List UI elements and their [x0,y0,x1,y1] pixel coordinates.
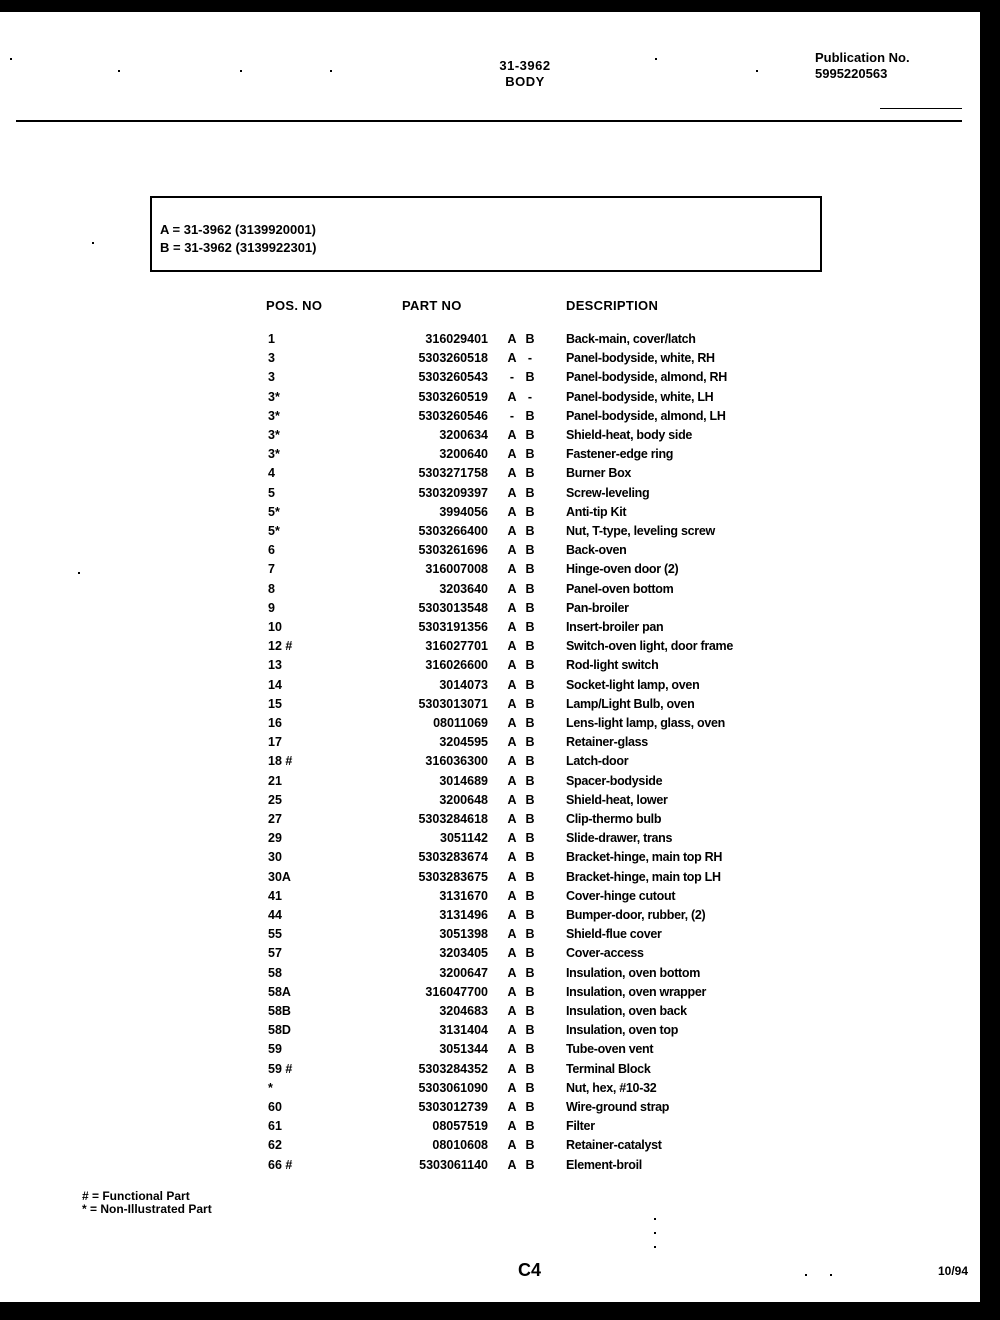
scan-speck [78,572,80,574]
model-b-flag: B [525,1100,535,1114]
table-row [0,983,980,1002]
part-number: 5303260519 [418,389,488,404]
model-b-flag: B [525,1080,535,1095]
model-b-flag: B [525,1119,535,1134]
model-b-flag: B [525,696,535,711]
model-a-flag: A [507,927,517,942]
part-description: Panel-bodyside, white, LH [566,389,714,404]
part-number: 5303012739 [418,1100,488,1114]
model-b-flag: B [525,658,535,673]
part-number: 3051344 [439,1042,488,1057]
model-a-flag: - [509,370,515,385]
model-b-flag: B [525,1023,535,1038]
scan-speck [654,1218,656,1220]
part-number: 3051142 [440,831,488,846]
model-number: 31-3962 [499,58,551,73]
part-number: 5303283675 [418,869,488,884]
model-a-flag: A [507,1138,517,1153]
part-description: Burner Box [566,466,632,481]
part-description: Shield-heat, body side [566,428,693,442]
table-row [0,887,980,906]
part-number: 3131670 [439,888,488,903]
part-number: 5303061140 [419,1157,488,1172]
part-description: Shield-heat, lower [566,792,668,807]
table-row [0,829,980,848]
pos-number: 13 [268,658,282,673]
publication-block [815,50,955,82]
part-description: Shield-flue cover [566,927,662,942]
pos-number: 3 [268,370,275,385]
publication-number: 5995220563 [815,66,888,81]
pos-number: 1 [268,332,275,346]
part-number: 316047700 [425,984,488,999]
pos-number: 3* [268,389,280,404]
model-a-flag: A [507,965,517,980]
table-row [0,1002,980,1021]
part-description: Lens-light lamp, glass, oven [566,716,725,730]
part-number: 5303209397 [418,485,488,500]
part-description: Bracket-hinge, main top LH [566,869,721,884]
part-number: 3131496 [439,908,488,922]
part-description: Lamp/Light Bulb, oven [566,696,695,711]
part-number: 5303013071 [418,696,488,711]
pos-number: 58D [268,1023,291,1038]
part-number: 3014689 [439,773,488,788]
part-number: 5303284618 [418,812,488,826]
model-b-flag: B [525,466,535,481]
column-header-part: PART NO [402,298,462,313]
model-a-flag: A [507,524,517,538]
pos-number: 9 [268,600,275,615]
model-b-flag: B [525,1042,535,1057]
table-row [0,541,980,560]
table-row [0,330,980,349]
scan-speck [654,1246,656,1248]
parts-list-page [0,12,980,1302]
model-a-flag: A [507,850,517,865]
model-b-flag: B [525,408,535,423]
model-b-flag: B [525,812,535,826]
part-number: 3200634 [439,428,488,442]
part-number: 3131404 [439,1023,488,1038]
model-a-flag: A [507,543,517,558]
part-description: Terminal Block [566,1061,651,1076]
pos-number: 29 [268,831,282,846]
table-row [0,560,980,579]
part-description: Insulation, oven bottom [566,965,701,980]
part-description: Retainer-glass [566,735,648,750]
model-a-flag: A [507,1119,517,1134]
table-row [0,752,980,771]
part-description: Latch-door [566,754,629,769]
pos-number: 58 [268,965,282,980]
model-b-flag: B [525,946,535,961]
model-b-flag: B [525,735,535,750]
part-description: Spacer-bodyside [566,773,663,788]
model-b-flag: B [525,504,535,519]
part-number: 316007008 [425,562,488,577]
pos-number: 58B [268,1004,291,1018]
model-a-flag: A [507,581,517,596]
model-a-flag: A [507,600,517,615]
scan-speck [330,70,332,72]
pos-number: 21 [268,773,282,788]
part-number: 316029401 [425,332,488,346]
part-number: 5303191356 [418,620,488,634]
table-row [0,791,980,810]
part-number: 316027701 [425,639,488,654]
model-b-flag: B [525,831,535,846]
model-a-flag: A [507,447,517,462]
table-row [0,1156,980,1175]
part-number: 3014073 [439,677,488,692]
part-number: 316036300 [425,754,488,769]
pos-number: * [268,1080,273,1095]
model-b-flag: B [525,869,535,884]
pos-number: 15 [268,696,282,711]
pos-number: 41 [268,888,282,903]
part-description: Insulation, oven top [566,1023,679,1038]
model-a-flag: A [507,466,517,481]
part-number: 3203640 [439,581,488,596]
model-b-flag: B [525,581,535,596]
pos-number: 14 [268,677,282,692]
part-number: 3204683 [439,1004,488,1018]
scan-speck [654,1232,656,1234]
table-row [0,848,980,867]
table-row [0,484,980,503]
pos-number: 25 [268,792,282,807]
pos-number: 3* [268,447,280,462]
part-description: Fastener-edge ring [566,447,674,462]
model-b-flag: B [525,447,535,462]
header-rule [16,120,962,122]
model-a-flag: - [509,408,515,423]
model-a-flag: A [507,869,517,884]
part-number: 5303260546 [418,408,488,423]
model-a-flag: A [507,428,517,442]
part-number: 5303283674 [418,850,488,865]
pos-number: 3* [268,408,280,423]
table-row [0,637,980,656]
model-a-flag: A [507,504,517,519]
part-description: Panel-bodyside, almond, RH [566,370,727,385]
table-row [0,1098,980,1117]
model-a-flag: A [507,908,517,922]
model-b-flag: B [525,888,535,903]
pos-number: 12 # [268,639,293,654]
column-header-description: DESCRIPTION [566,298,659,313]
part-description: Insulation, oven wrapper [566,984,707,999]
part-description: Back-main, cover/latch [566,332,696,346]
header-thin-rule [880,108,962,109]
part-description: Cover-hinge cutout [566,888,676,903]
pos-number: 66 # [268,1157,293,1172]
pos-number: 27 [268,812,282,826]
table-row [0,1136,980,1155]
pos-number: 18 # [268,754,293,769]
publication-label: Publication No. [815,50,910,65]
model-a-flag: A [507,1004,517,1018]
page-number: C4 [518,1260,542,1280]
table-row [0,964,980,983]
table-row [0,1060,980,1079]
model-a-flag: A [507,1061,517,1076]
part-description: Insert-broiler pan [566,620,664,634]
pos-number: 58A [268,984,291,999]
part-description: Hinge-oven door (2) [566,562,679,577]
model-b-flag: B [525,716,535,730]
part-number: 08057519 [432,1119,488,1134]
part-number: 3200647 [439,965,488,980]
model-b-flag: B [525,792,535,807]
pos-number: 5* [268,524,280,538]
part-description: Cover-access [566,946,644,961]
pos-number: 16 [268,716,282,730]
pos-number: 61 [268,1119,282,1134]
table-row [0,426,980,445]
model-b-flag: B [525,1061,535,1076]
pos-number: 57 [268,946,282,961]
part-number: 5303284352 [418,1061,488,1076]
legend-line-b: B = 31-3962 (3139922301) [160,240,317,255]
part-description: Nut, T-type, leveling screw [566,524,715,538]
part-description: Clip-thermo bulb [566,812,662,826]
table-row [0,618,980,637]
model-a-flag: A [507,1157,517,1172]
part-description: Panel-oven bottom [566,581,674,596]
table-row [0,1117,980,1136]
table-row [0,1021,980,1040]
model-a-flag: A [507,351,517,366]
part-number: 08011069 [433,716,488,730]
model-b-flag: B [525,639,535,654]
part-number: 5303013548 [418,600,488,615]
part-description: Screw-leveling [566,485,650,500]
part-number: 5303061090 [418,1080,488,1095]
part-number: 5303260518 [418,351,488,366]
pos-number: 44 [268,908,282,922]
table-row [0,464,980,483]
pos-number: 6 [268,543,275,558]
pos-number: 5 [268,485,275,500]
model-b-flag: B [525,543,535,558]
table-row [0,906,980,925]
footnote-functional: # = Functional Part [82,1189,190,1203]
part-number: 5303260543 [418,370,488,385]
model-b-flag: B [525,677,535,692]
scan-speck [240,70,242,72]
part-number: 3203405 [439,946,488,961]
pos-number: 59 [268,1042,282,1057]
scan-speck [10,58,12,60]
part-description: Bumper-door, rubber, (2) [566,908,706,922]
table-row [0,522,980,541]
part-number: 3200640 [439,447,488,462]
model-b-flag: B [525,524,535,538]
table-row [0,714,980,733]
model-a-flag: A [507,792,517,807]
model-b-flag: - [527,351,533,366]
scan-speck [830,1274,832,1276]
pos-number: 7 [268,562,275,577]
pos-number: 30 [268,850,282,865]
model-b-flag: B [525,600,535,615]
model-b-flag: B [525,984,535,999]
table-row [0,772,980,791]
scan-speck [118,70,120,72]
model-a-flag: A [507,677,517,692]
model-b-flag: B [525,1157,535,1172]
table-row [0,1079,980,1098]
table-row [0,695,980,714]
part-description: Wire-ground strap [566,1100,670,1114]
model-a-flag: A [507,735,517,750]
table-row [0,1040,980,1059]
pos-number: 10 [268,620,282,634]
scan-speck [92,242,94,244]
table-row [0,503,980,522]
part-number: 5303261696 [418,543,488,558]
table-row [0,733,980,752]
model-b-flag: B [525,1004,535,1018]
part-description: Filter [566,1119,595,1134]
model-b-flag: B [525,428,535,442]
scan-speck [655,58,657,60]
part-description: Insulation, oven back [566,1004,687,1018]
model-a-flag: A [507,984,517,999]
part-description: Panel-bodyside, white, RH [566,351,715,366]
section-title: BODY [505,74,545,89]
pos-number: 3 [268,351,275,366]
pos-number: 5* [268,504,280,519]
table-row [0,580,980,599]
part-description: Socket-light lamp, oven [566,677,700,692]
model-b-flag: B [525,1138,535,1153]
part-number: 5303266400 [418,524,488,538]
model-a-flag: A [507,773,517,788]
legend-line-a: A = 31-3962 (3139920001) [160,222,316,237]
scan-speck [756,70,758,72]
model-b-flag: B [525,620,535,634]
table-row [0,676,980,695]
table-row [0,810,980,829]
column-header-pos: POS. NO [266,298,323,313]
model-a-flag: A [507,831,517,846]
model-b-flag: B [525,965,535,980]
model-legend-box [150,196,822,272]
part-number: 5303271758 [418,466,488,481]
model-a-flag: A [507,620,517,634]
model-b-flag: B [525,773,535,788]
scan-speck [805,1274,807,1276]
part-description: Pan-broiler [566,600,629,615]
part-description: Panel-bodyside, almond, LH [566,408,726,423]
model-a-flag: A [507,716,517,730]
pos-number: 55 [268,927,282,942]
part-description: Slide-drawer, trans [566,831,673,846]
part-description: Element-broil [566,1157,642,1172]
part-description: Tube-oven vent [566,1042,654,1057]
part-description: Back-oven [566,543,627,558]
table-row [0,944,980,963]
revision-date: 10/94 [938,1264,969,1278]
model-b-flag: B [525,370,535,385]
model-a-flag: A [507,639,517,654]
table-row [0,925,980,944]
part-number: 3051398 [439,927,488,942]
part-description: Rod-light switch [566,658,659,673]
model-b-flag: B [525,908,535,922]
table-row [0,445,980,464]
pos-number: 30A [268,869,291,884]
part-description: Retainer-catalyst [566,1138,662,1153]
model-b-flag: B [525,850,535,865]
part-number: 3200648 [439,792,488,807]
page-header-center [470,58,580,90]
pos-number: 3* [268,428,280,442]
model-b-flag: - [527,389,533,404]
model-b-flag: B [525,562,535,577]
table-row [0,407,980,426]
part-number: 3204595 [439,735,488,750]
pos-number: 4 [268,466,275,481]
model-a-flag: A [507,658,517,673]
model-a-flag: A [507,696,517,711]
model-a-flag: A [507,389,517,404]
table-row [0,368,980,387]
model-a-flag: A [507,812,517,826]
part-description: Switch-oven light, door frame [566,639,734,654]
footnote-non-illustrated: * = Non-Illustrated Part [82,1202,212,1216]
part-description: Bracket-hinge, main top RH [566,850,723,865]
model-b-flag: B [525,332,535,346]
model-a-flag: A [507,1100,517,1114]
model-a-flag: A [507,332,517,346]
model-a-flag: A [507,1042,517,1057]
model-a-flag: A [507,1080,517,1095]
table-row [0,868,980,887]
table-row [0,388,980,407]
model-a-flag: A [507,562,517,577]
pos-number: 62 [268,1138,282,1153]
model-a-flag: A [507,485,517,500]
model-a-flag: A [507,888,517,903]
table-row [0,656,980,675]
part-description: Nut, hex, #10-32 [566,1080,657,1095]
part-number: 316026600 [425,658,488,673]
model-a-flag: A [507,1023,517,1038]
pos-number: 60 [268,1100,282,1114]
pos-number: 59 # [268,1061,293,1076]
pos-number: 8 [268,581,275,596]
pos-number: 17 [268,735,282,750]
model-a-flag: A [507,754,517,769]
table-row [0,599,980,618]
model-b-flag: B [525,485,535,500]
part-number: 08010608 [432,1138,488,1153]
part-description: Anti-tip Kit [566,504,627,519]
table-row [0,349,980,368]
part-number: 3994056 [439,504,488,519]
model-b-flag: B [525,754,535,769]
model-a-flag: A [507,946,517,961]
model-b-flag: B [525,927,535,942]
